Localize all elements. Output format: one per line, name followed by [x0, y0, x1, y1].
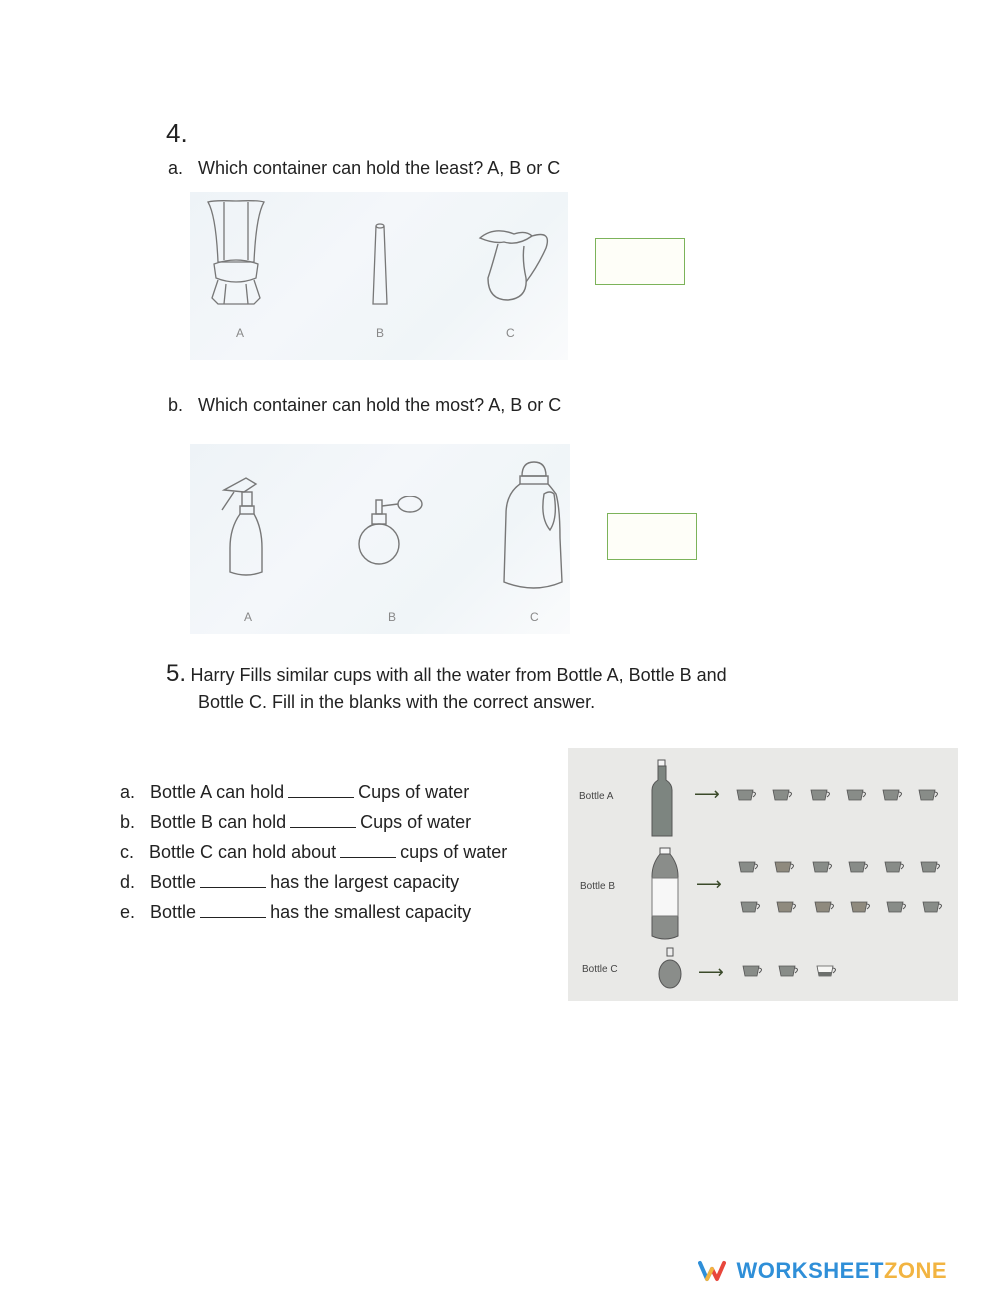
question-5-number: 5.	[166, 660, 187, 687]
brand-name-part2: ZONE	[883, 1258, 948, 1283]
pitcher-icon	[474, 226, 558, 306]
blank-input-c[interactable]	[340, 839, 396, 858]
item-label-b: B	[388, 610, 397, 624]
worksheetzone-logo[interactable]	[698, 1258, 947, 1284]
arrow-icon: ⟶	[694, 784, 720, 804]
blank-input-b[interactable]	[290, 809, 356, 828]
worksheetzone-logo-icon	[698, 1259, 732, 1283]
cup-icon	[920, 860, 942, 874]
cup-icon	[848, 860, 870, 874]
cup-icon	[776, 900, 798, 914]
item-label-c: C	[506, 326, 515, 340]
cup-icon	[774, 860, 796, 874]
cup-icon	[740, 900, 762, 914]
fill-in-item-b: b. Bottle B can hold Cups of water	[120, 809, 507, 839]
bottle-b-icon	[648, 846, 682, 942]
cups-row-b2	[740, 900, 960, 920]
bottle-a-label: Bottle A	[579, 791, 614, 802]
arrow-icon: ⟶	[698, 962, 724, 982]
brand-name-part1: WORKSHEET	[736, 1258, 884, 1283]
question-5-text-line1: Harry Fills similar cups with all the water from Bottle A, Bottle B and	[190, 665, 727, 685]
cup-icon	[738, 860, 760, 874]
cup-icon	[810, 788, 832, 802]
arrow-icon: ⟶	[696, 874, 722, 894]
detergent-bottle-icon	[500, 458, 572, 598]
question-4b-prompt	[168, 395, 561, 416]
bottle-b-label: Bottle B	[580, 881, 616, 892]
fill-in-item-e: e. Bottle has the smallest capacity	[120, 899, 507, 929]
answer-box-4a[interactable]	[595, 238, 685, 285]
fill-in-item-d: d. Bottle has the largest capacity	[120, 869, 507, 899]
cup-icon	[814, 900, 836, 914]
question-4a-prompt	[168, 158, 560, 179]
blank-input-e[interactable]	[200, 899, 266, 918]
item-label-a: A	[244, 610, 253, 624]
question-4-number: 4.	[166, 118, 188, 148]
bottle-c-label: Bottle C	[582, 964, 618, 975]
cup-icon	[886, 900, 908, 914]
cup-icon	[778, 964, 800, 978]
cup-icon	[882, 788, 904, 802]
fill-in-item-a: a. Bottle A can hold Cups of water	[120, 779, 507, 809]
question-4b-text: Which container can hold the most? A, B or C	[198, 395, 562, 415]
bottle-c-icon	[656, 946, 684, 990]
cup-icon	[772, 788, 794, 802]
item-label-c: C	[530, 610, 539, 624]
half-cup-icon	[816, 964, 838, 978]
cup-icon	[850, 900, 872, 914]
cup-icon	[736, 788, 758, 802]
blank-input-d[interactable]	[200, 869, 266, 888]
cup-icon	[922, 900, 944, 914]
cups-row-b1	[738, 860, 958, 880]
fill-in-item-c: c. Bottle C can hold about cups of water	[120, 839, 507, 869]
question-4a-image	[190, 192, 568, 360]
bottles-cups-figure	[568, 748, 958, 1001]
cups-row-a	[736, 788, 956, 808]
perfume-bottle-icon	[358, 496, 438, 576]
cup-icon	[742, 964, 764, 978]
question-5-prompt	[166, 660, 727, 688]
question-4b-label: b.	[168, 395, 184, 415]
spray-bottle-icon	[216, 468, 272, 580]
question-4a-text: Which container can hold the least? A, B or C	[198, 158, 561, 178]
cup-icon	[918, 788, 940, 802]
item-label-b: B	[376, 326, 385, 340]
cup-icon	[846, 788, 868, 802]
narrow-tube-icon	[370, 222, 390, 306]
question-4b-image	[190, 444, 570, 634]
vase-icon	[204, 198, 268, 312]
item-label-a: A	[236, 326, 245, 340]
cup-icon	[812, 860, 834, 874]
answer-box-4b[interactable]	[607, 513, 697, 560]
question-5-text-line2: Bottle C. Fill in the blanks with the correct answer.	[198, 692, 596, 712]
cup-icon	[884, 860, 906, 874]
cups-row-c	[742, 964, 862, 984]
blank-input-a[interactable]	[288, 779, 354, 798]
bottle-a-icon	[648, 758, 676, 838]
fill-in-list	[120, 779, 507, 929]
question-4a-label: a.	[168, 158, 184, 178]
